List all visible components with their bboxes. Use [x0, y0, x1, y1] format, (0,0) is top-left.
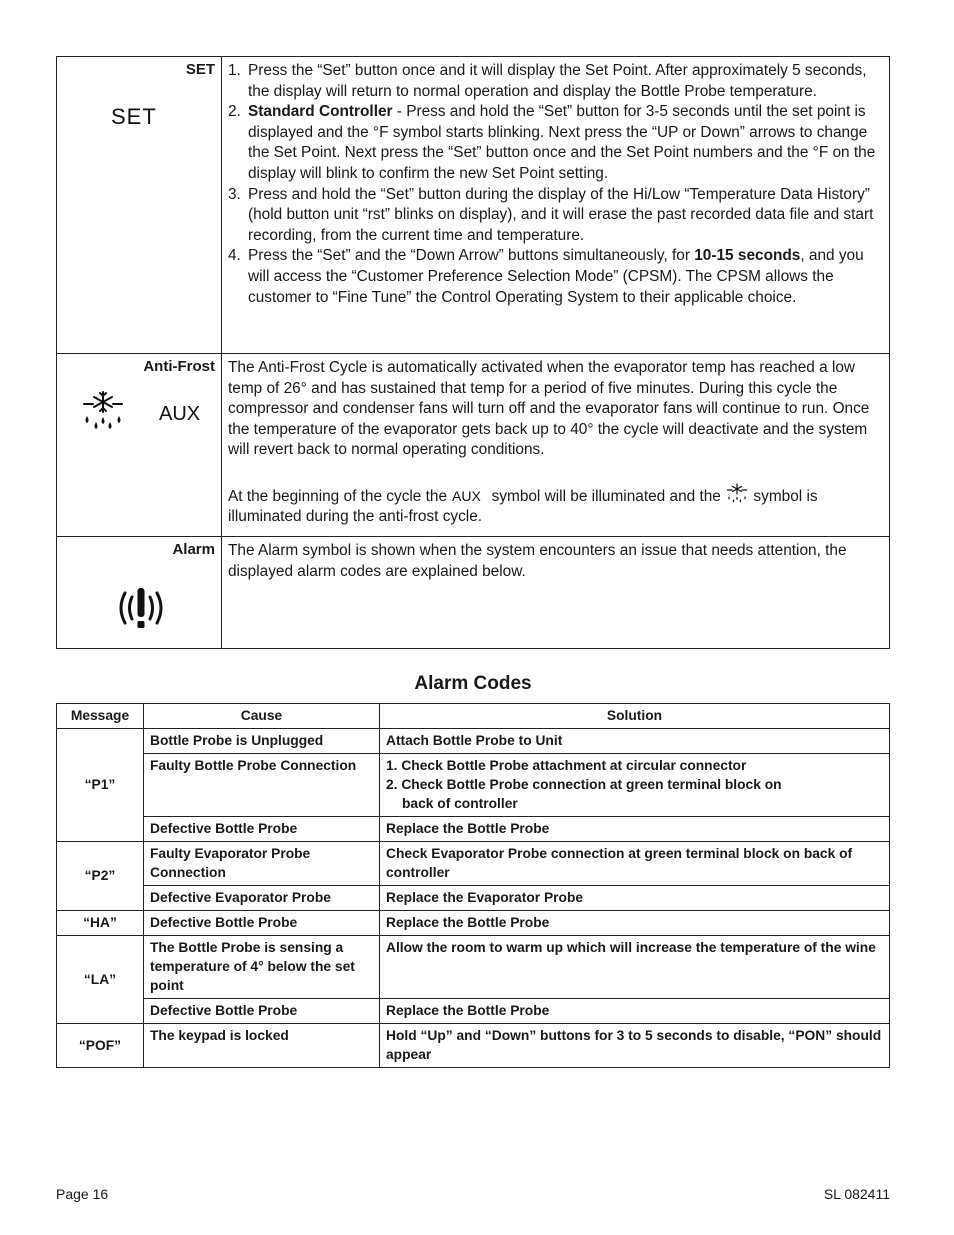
- svg-text:SET: SET: [111, 104, 157, 129]
- cause-cell: Bottle Probe is Unplugged: [144, 729, 380, 754]
- alarm-codes-table: [56, 703, 890, 1068]
- cause-cell: The keypad is locked: [144, 1024, 380, 1068]
- code-p2: “P2”: [57, 842, 144, 911]
- anti-frost-symbols-paragraph: At the beginning of the cycle the AUX symbol will be illuminated and the symbol is illuminated during the anti-frost cycle.: [228, 482, 883, 528]
- code-ha: “HA”: [57, 911, 144, 936]
- anti-frost-description: [222, 354, 890, 537]
- solution-cell: Allow the room to warm up which will increase the temperature of the wine: [380, 936, 890, 999]
- aux-inline-icon: [451, 488, 487, 504]
- header-solution: Solution: [380, 704, 890, 729]
- cause-cell: Faulty Evaporator Probe Connection: [144, 842, 380, 886]
- alarm-codes-header: [57, 704, 890, 729]
- table-row: [57, 729, 890, 754]
- table-row: [57, 936, 890, 999]
- alarm-codes-title: Alarm Codes: [414, 673, 532, 694]
- defrost-snowflake-icon: [79, 390, 127, 434]
- set-label-cell: [57, 57, 222, 354]
- anti-frost-row: [57, 354, 890, 537]
- solution-cell: Attach Bottle Probe to Unit: [380, 729, 890, 754]
- header-message: Message: [57, 704, 144, 729]
- table-row: [57, 842, 890, 886]
- table-row: [57, 817, 890, 842]
- alarm-text: The Alarm symbol is shown when the system encounters an issue that needs attention, the displayed alarm codes are explained below.: [228, 542, 847, 580]
- table-row: [57, 999, 890, 1024]
- document-id: SL 082411: [823, 1186, 890, 1202]
- solution-cell: Hold “Up” and “Down” buttons for 3 to 5 seconds to disable, “PON” should appear: [380, 1024, 890, 1068]
- alarm-row: [57, 537, 890, 649]
- set-step: 1. Press the “Set” button once and it will display the Set Point. After approximately 5 seconds, the display will return to normal operation and display the Bottle Probe temperature.: [228, 62, 867, 100]
- cause-cell: Defective Bottle Probe: [144, 999, 380, 1024]
- set-description: [222, 57, 890, 354]
- solution-cell: 1. Check Bottle Probe attachment at circular connector 2. Check Bottle Probe connection at green terminal block on back of controller: [380, 754, 890, 817]
- aux-icon: [157, 400, 209, 424]
- cause-cell: The Bottle Probe is sensing a temperature of 4° below the set point: [144, 936, 380, 999]
- alarm-label-cell: [57, 537, 222, 649]
- cause-cell: Defective Bottle Probe: [144, 911, 380, 936]
- alarm-label: Alarm: [172, 541, 215, 558]
- code-pof: “POF”: [57, 1024, 144, 1068]
- alarm-description: [222, 537, 890, 649]
- page-number: Page 16: [56, 1186, 109, 1202]
- solution-cell: Check Evaporator Probe connection at green terminal block on back of controller: [380, 842, 890, 886]
- cause-cell: Defective Bottle Probe: [144, 817, 380, 842]
- svg-text:AUX: AUX: [159, 403, 201, 424]
- set-step: 4. Press the “Set” and the “Down Arrow” buttons simultaneously, for 10-15 seconds, and you will access the “Customer Preference Selection Mode” (CPSM). The CPSM allows the customer to “Fine Tune” the Control Operating System to their applicable choice.: [228, 247, 864, 306]
- svg-text:AUX: AUX: [452, 487, 482, 504]
- set-label: SET: [185, 61, 215, 78]
- set-step: 2. Standard Controller - Press and hold the “Set” button for 3-5 seconds until the set point is displayed and the °F symbol starts blinking. Next press the “UP or Down” arrows to change the Set Point. Next press the “Set” button once and the Set Point numbers and the °F on the display will blink to confirm the new Set Point setting.: [228, 103, 876, 182]
- anti-frost-label-cell: [57, 354, 222, 537]
- snowflake-inline-icon: [725, 482, 749, 506]
- set-step: 3. Press and hold the “Set” button during the display of the Hi/Low “Temperature Data History” (hold button unit “rst” blinks on display), and it will erase the past recorded data file and start recording, from the current time and temperature.: [228, 185, 874, 244]
- solution-cell: Replace the Bottle Probe: [380, 999, 890, 1024]
- header-cause: Cause: [144, 704, 380, 729]
- table-row: [57, 754, 890, 817]
- table-row: [57, 1024, 890, 1068]
- set-row: [57, 57, 890, 354]
- solution-cell: Replace the Bottle Probe: [380, 911, 890, 936]
- solution-cell: Replace the Evaporator Probe: [380, 886, 890, 911]
- alarm-icon: [113, 583, 169, 633]
- table-row: [57, 911, 890, 936]
- cause-cell: Defective Evaporator Probe: [144, 886, 380, 911]
- cause-cell: Faulty Bottle Probe Connection: [144, 754, 380, 817]
- set-steps-list: [228, 61, 883, 308]
- solution-cell: Replace the Bottle Probe: [380, 817, 890, 842]
- features-table: [56, 56, 890, 649]
- table-row: [57, 886, 890, 911]
- code-la: “LA”: [57, 936, 144, 1024]
- code-p1: “P1”: [57, 729, 144, 842]
- anti-frost-paragraph: The Anti-Frost Cycle is automatically activated when the evaporator temp has reached a low temp of 26° and has sustained that temp for a period of five minutes. During this cycle the compressor and condenser fans will turn off and the evaporator fans will continue to run. Once the temperature of the evaporator gets back up to 40° the cycle will deactivate and the system will revert back to normal operating conditions.: [228, 359, 870, 459]
- anti-frost-label: Anti-Frost: [143, 358, 215, 375]
- set-display-icon: [109, 103, 169, 129]
